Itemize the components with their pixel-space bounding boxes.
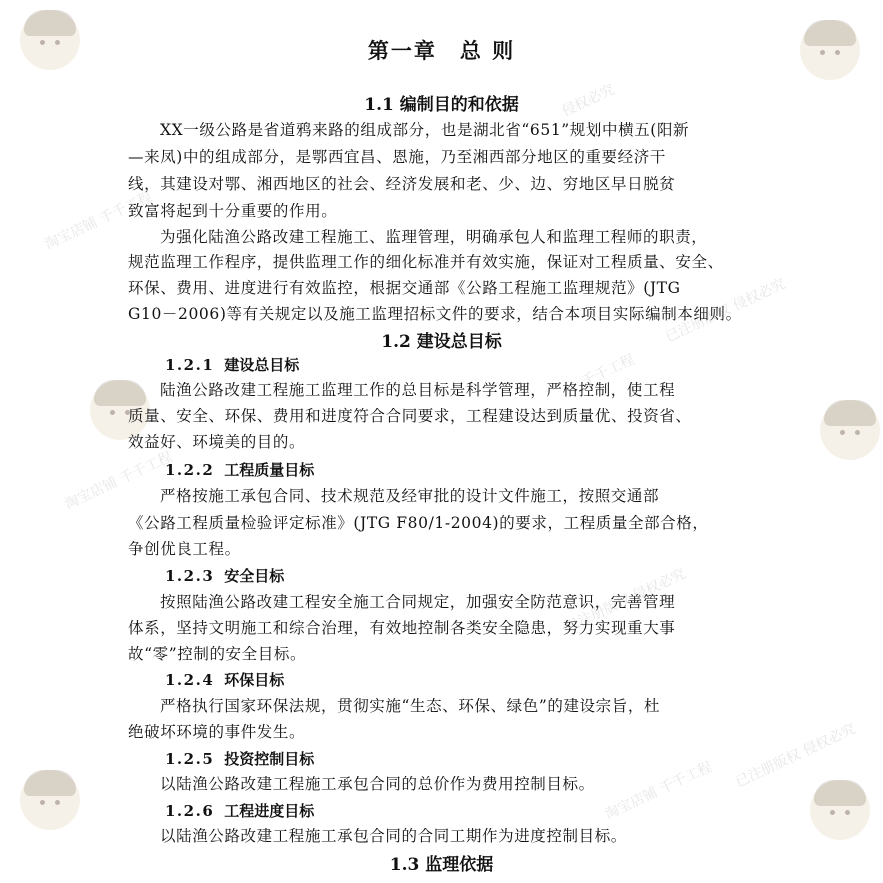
paragraph-line: G10－2006)等有关规定以及施工监理招标文件的要求，结合本项目实际编制本细则。 [128,305,742,323]
paragraph-line: 规范监理工作程序，提供监理工作的细化标准并有效实施，保证对工程质量、安全、 [128,253,724,271]
paragraph-line: XX一级公路是省道鸦来路的组成部分，也是湖北省“651”规划中横五(阳新 [160,121,690,139]
watermark-text: 已注册版权 侵权必究 [563,566,689,636]
paragraph-line: 线，其建设对鄂、湘西地区的社会、经济发展和老、少、边、穷地区早日脱贫 [128,175,676,193]
subsection-heading-1-2-3: 1.2.3 安全目标 [165,567,285,585]
paragraph-line: —来凤)中的组成部分，是鄂西宜昌、恩施，乃至湘西部分地区的重要经济干 [128,148,666,166]
watermark-text: 淘宝店铺 千千工程 [42,189,155,253]
subsection-heading-1-2-6: 1.2.6 工程进度目标 [165,802,315,820]
paragraph-line: 陆渔公路改建工程施工监理工作的总目标是科学管理，严格控制，使工程 [160,381,676,399]
watermark-text: 已注册版权 侵权必究 [663,276,789,346]
paragraph-line: 绝破坏环境的事件发生。 [128,723,306,741]
subsection-heading-1-2-4: 1.2.4 环保目标 [165,671,285,689]
section-heading-1-2: 1.2 建设总目标 [381,332,502,352]
subsection-heading-1-2-2: 1.2.2 工程质量目标 [165,461,315,479]
paragraph-line: 《公路工程质量检验评定标准》(JTG F80/1-2004)的要求，工程质量全部合格， [128,514,709,532]
paragraph-line: 以陆渔公路改建工程施工承包合同的合同工期作为进度控制目标。 [160,827,627,845]
paragraph-line: 严格执行国家环保法规，贯彻实施“生态、环保、绿色”的建设宗旨，杜 [160,697,661,715]
paragraph-line: 以陆渔公路改建工程施工承包合同的总价作为费用控制目标。 [160,775,595,793]
watermark-text: 千千工程 [579,351,638,390]
paragraph-line: 致富将起到十分重要的作用。 [128,202,338,220]
chapter-title: 第一章 总 则 [367,38,516,63]
paragraph-line: 争创优良工程。 [128,540,241,558]
watermark-avatar-icon [810,780,870,840]
subsection-heading-1-2-5: 1.2.5 投资控制目标 [165,750,315,768]
paragraph-line: 质量、安全、环保、费用和进度符合合同要求，工程建设达到质量优、投资省、 [128,407,692,425]
paragraph-line: 体系，坚持文明施工和综合治理，有效地控制各类安全隐患，努力实现重大事 [128,619,676,637]
subsection-heading-1-2-1: 1.2.1 建设总目标 [165,356,300,374]
paragraph-line: 故“零”控制的安全目标。 [128,645,307,663]
watermark-text: 淘宝店铺 千千工程 [62,449,175,513]
watermark-text: 淘宝店铺 千千工程 [602,759,715,823]
watermark-avatar-icon [20,770,80,830]
watermark-text: 侵权必究 [559,81,618,120]
watermark-text: 已注册版权 侵权必究 [733,721,859,791]
paragraph-line: 效益好、环境美的目的。 [128,433,306,451]
paragraph-line: 环保、费用、进度进行有效监控，根据交通部《公路工程施工监理规范》(JTG [128,279,681,297]
paragraph-line: 严格按施工承包合同、技术规范及经审批的设计文件施工，按照交通部 [160,487,660,505]
watermark-avatar-icon [820,400,880,460]
paragraph-line: 为强化陆渔公路改建工程施工、监理管理，明确承包人和监理工程师的职责， [160,228,708,246]
paragraph-line: 按照陆渔公路改建工程安全施工合同规定，加强安全防范意识，完善管理 [160,593,676,611]
section-heading-1-1: 1.1 编制目的和依据 [364,95,519,115]
section-heading-1-3: 1.3 监理依据 [389,855,494,875]
